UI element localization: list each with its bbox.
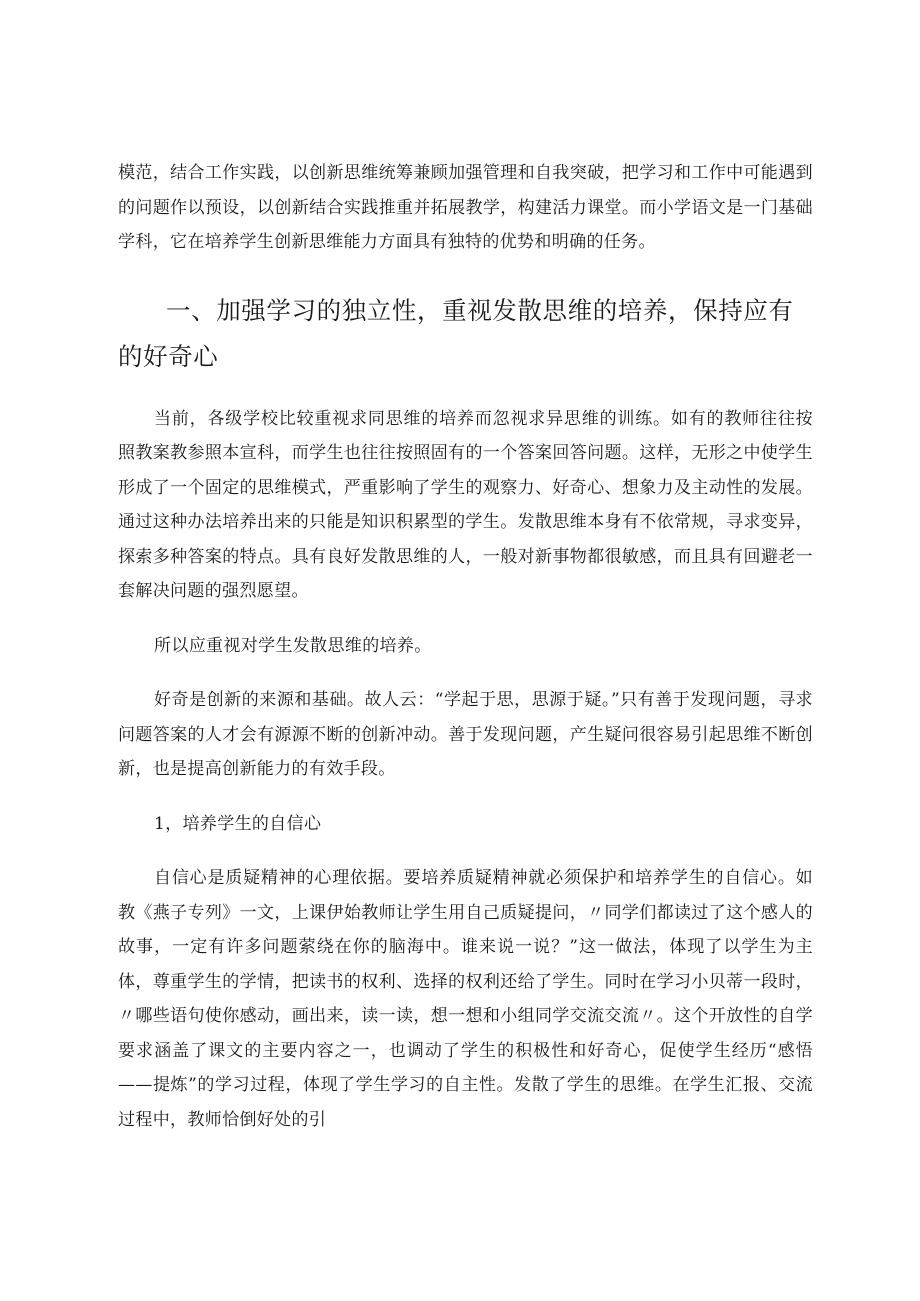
- body-paragraph-4: 自信心是质疑精神的心理依据。要培养质疑精神就必须保护和培养学生的自信心。如教《燕子专列》一文，上课伊始教师让学生用自己质疑提问，〃同学们都读过了这个感人的故事，一定有许多问题萦绕在你的脑海中。谁来说一说？”这一做法，体现了以学生为主体，尊重学生的学情，把读书的权利、选择的权利还给了学生。同时在学习小贝蒂一段时，〃哪些语句使你感动，画出来，读一读，想一想和小组同学交流交流〃。这个开放性的自学要求涵盖了课文的主要内容之一，也调动了学生的积极性和好奇心，促使学生经历“感悟——提炼”的学习过程，体现了学生学习的自主性。发散了学生的思维。在学生汇报、交流过程中，教师恰倒好处的引: [118, 868, 813, 1130]
- document-page: [118, 156, 813, 1137]
- subheading: 1，培养学生的自信心: [154, 813, 322, 834]
- intro-paragraph: 模范，结合工作实践，以创新思维统筹兼顾加强管理和自我突破，把学习和工作中可能遇到的问题作以预设，以创新结合实践推重并拓展教学，构建活力课堂。而小学语文是一门基础学科，它在培养学生创新思维能力方面具有独特的优势和明确的任务。: [118, 163, 813, 252]
- body-paragraph-2: 所以应重视对学生发散思维的培养。: [154, 635, 432, 656]
- body-paragraph-3: 好奇是创新的来源和基础。故人云：“学起于思，思源于疑。”只有善于发现问题，寻求问题答案的人才会有源源不断的创新冲动。善于发现问题，产生疑问很容易引起思维不断创新，也是提高创新能力的有效手段。: [118, 690, 813, 779]
- body-paragraph-1: 当前，各级学校比较重视求同思维的培养而忽视求异思维的训练。如有的教师往往按照教案教参照本宣科，而学生也往往按照固有的一个答案回答问题。这样，无形之中使学生形成了一个固定的思维模式，严重影响了学生的观察力、好奇心、想象力及主动性的发展。通过这种办法培养出来的只能是知识积累型的学生。发散思维本身有不依常规，寻求变异，探索多种答案的特点。具有良好发散思维的人，一般对新事物都很敏感，而且具有回避老一套解决问题的强烈愿望。: [118, 408, 813, 601]
- section-heading: 一、加强学习的独立性，重视发散思维的培养，保持应有的好奇心: [118, 295, 794, 371]
